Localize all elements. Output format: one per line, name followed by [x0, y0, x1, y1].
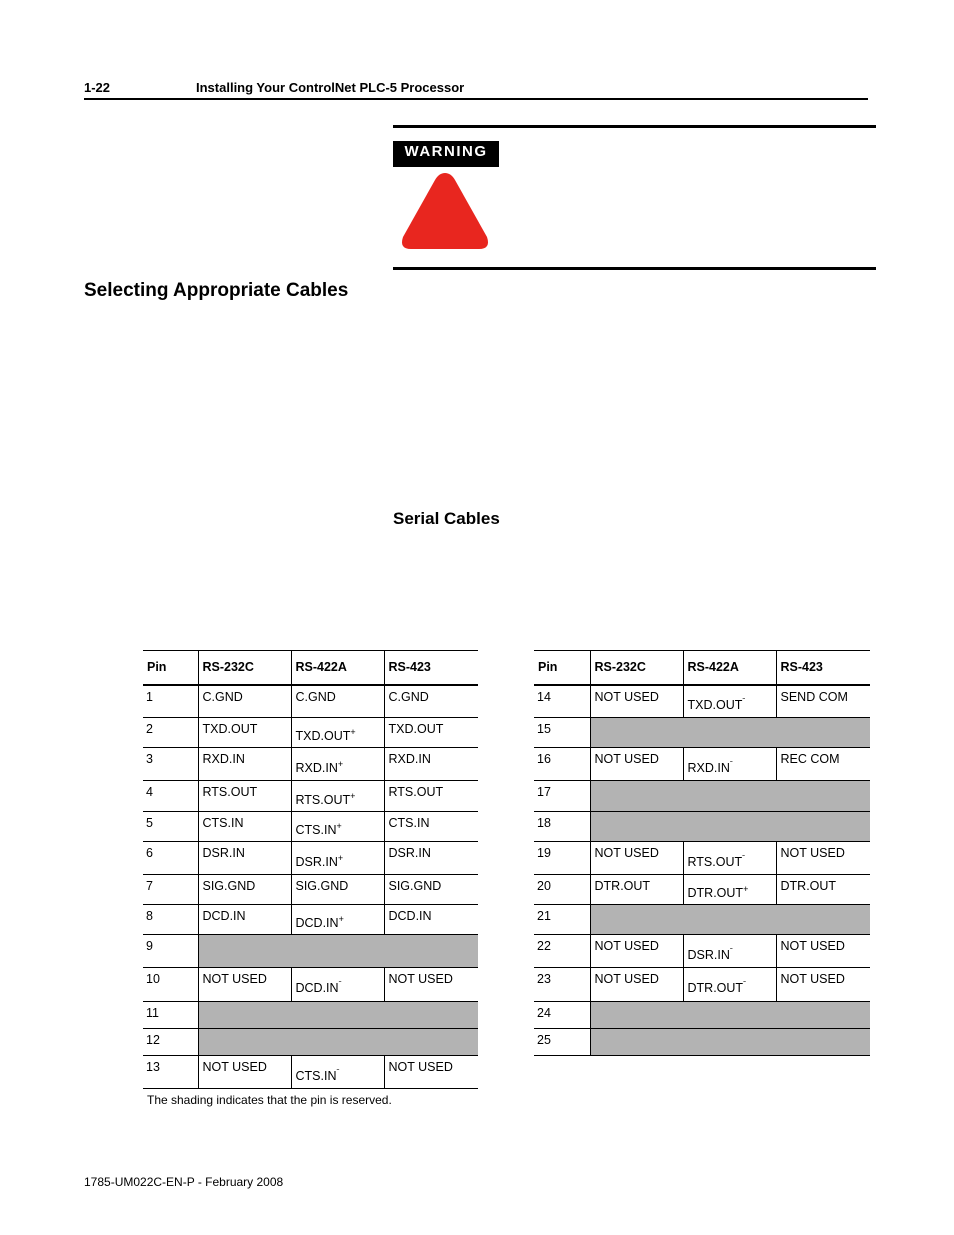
signal-cell: TXD.OUT — [198, 718, 291, 748]
pin-number: 17 — [534, 781, 590, 812]
table-header-row — [143, 651, 478, 685]
signal-name: TXD.OUT — [295, 729, 351, 744]
signal-cell: DCD.IN — [384, 905, 478, 935]
pin-number: 13 — [143, 1056, 198, 1089]
polarity-mark: ˉ — [742, 696, 746, 707]
pin-number: 15 — [534, 718, 590, 748]
table-row — [534, 812, 870, 842]
pin-number: 7 — [143, 875, 198, 905]
signal-name: RTS.OUT — [687, 855, 743, 870]
signal-cell: NOT USED — [198, 968, 291, 1002]
table-row — [143, 812, 478, 842]
table-row — [143, 875, 478, 905]
column-header: RS-423 — [384, 651, 478, 685]
signal-cell: NOT USED — [590, 748, 683, 781]
signal-cell: NOT USED — [198, 1056, 291, 1089]
signal-cell: REC COM — [776, 748, 870, 781]
table-row — [143, 1029, 478, 1056]
table-row — [534, 748, 870, 781]
column-header: RS-422A — [683, 651, 776, 685]
signal-cell — [291, 781, 384, 812]
polarity-mark: ˉ — [743, 979, 747, 990]
signal-cell — [291, 812, 384, 842]
pin-table-right — [534, 650, 870, 1056]
signal-cell: DTR.OUT — [776, 875, 870, 905]
table-row — [534, 842, 870, 875]
polarity-mark: ˉ — [742, 852, 746, 863]
warning-top-rule — [393, 125, 876, 128]
pin-number: 12 — [143, 1029, 198, 1056]
pin-number: 10 — [143, 968, 198, 1002]
table-row — [534, 875, 870, 905]
reserved-cell — [590, 812, 870, 842]
warning-label: WARNING — [393, 141, 499, 167]
signal-cell: SEND COM — [776, 685, 870, 718]
signal-cell: C.GND — [198, 685, 291, 718]
table-row — [143, 935, 478, 968]
signal-cell: DCD.IN — [198, 905, 291, 935]
signal-cell: C.GND — [291, 685, 384, 718]
signal-cell: RTS.OUT — [384, 781, 478, 812]
signal-cell — [291, 968, 384, 1002]
table-row — [143, 842, 478, 875]
subsection-title: Serial Cables — [393, 509, 500, 528]
pin-number: 24 — [534, 1002, 590, 1029]
reserved-cell — [198, 1002, 478, 1029]
table-note: The shading indicates that the pin is reserved. — [147, 1093, 392, 1107]
header-rule — [84, 98, 868, 100]
signal-cell: RTS.OUT — [198, 781, 291, 812]
signal-cell: CTS.IN — [198, 812, 291, 842]
column-header: RS-232C — [198, 651, 291, 685]
table-row — [534, 1002, 870, 1029]
signal-cell — [683, 968, 776, 1002]
signal-name: RXD.IN — [687, 761, 730, 776]
signal-name: RTS.OUT — [295, 793, 351, 808]
signal-name: DSR.IN — [687, 948, 730, 963]
table-row — [534, 685, 870, 718]
signal-name: DTR.OUT — [687, 886, 744, 901]
table-row — [143, 1056, 478, 1089]
signal-cell: TXD.OUT — [384, 718, 478, 748]
page-number: 1-22 — [84, 80, 111, 95]
polarity-mark: + — [336, 821, 342, 832]
signal-cell — [291, 1056, 384, 1089]
polarity-mark: + — [350, 790, 356, 801]
running-header-title: Installing Your ControlNet PLC-5 Processor — [196, 80, 465, 95]
polarity-mark: ˉ — [729, 758, 733, 769]
polarity-mark: ˉ — [338, 979, 342, 990]
table-row — [534, 905, 870, 935]
column-header: RS-422A — [291, 651, 384, 685]
signal-cell: NOT USED — [776, 968, 870, 1002]
pin-number: 18 — [534, 812, 590, 842]
signal-cell: DSR.IN — [198, 842, 291, 875]
polarity-mark: ˉ — [729, 945, 733, 956]
column-header: RS-232C — [590, 651, 683, 685]
column-header: Pin — [534, 651, 590, 685]
table-row — [143, 1002, 478, 1029]
signal-name: RXD.IN — [295, 761, 338, 776]
signal-cell — [683, 685, 776, 718]
signal-cell: CTS.IN — [384, 812, 478, 842]
signal-cell — [683, 842, 776, 875]
pin-table-left — [143, 650, 478, 1089]
signal-cell: NOT USED — [776, 842, 870, 875]
warning-triangle-icon — [399, 169, 491, 253]
reserved-cell — [590, 718, 870, 748]
pin-number: 9 — [143, 935, 198, 968]
signal-cell: SIG.GND — [384, 875, 478, 905]
signal-name: CTS.IN — [295, 1069, 337, 1084]
table-row — [143, 718, 478, 748]
table-header-row — [534, 651, 870, 685]
table-row — [534, 781, 870, 812]
pin-number: 14 — [534, 685, 590, 718]
pin-number: 22 — [534, 935, 590, 968]
pin-number: 2 — [143, 718, 198, 748]
column-header: RS-423 — [776, 651, 870, 685]
signal-cell: NOT USED — [384, 968, 478, 1002]
polarity-mark: + — [337, 758, 344, 769]
pin-number: 16 — [534, 748, 590, 781]
pin-number: 4 — [143, 781, 198, 812]
polarity-mark: + — [350, 727, 356, 738]
signal-name: CTS.IN — [295, 823, 337, 838]
reserved-cell — [590, 905, 870, 935]
table-row — [534, 968, 870, 1002]
table-row — [143, 905, 478, 935]
signal-cell: SIG.GND — [291, 875, 384, 905]
signal-cell — [291, 905, 384, 935]
pin-number: 8 — [143, 905, 198, 935]
signal-cell — [291, 748, 384, 781]
signal-cell: RXD.IN — [198, 748, 291, 781]
signal-cell: DSR.IN — [384, 842, 478, 875]
signal-name: DCD.IN — [295, 916, 339, 931]
signal-name: DTR.OUT — [687, 981, 744, 996]
reserved-cell — [198, 1029, 478, 1056]
pin-number: 11 — [143, 1002, 198, 1029]
reserved-cell — [198, 935, 478, 968]
polarity-mark: ˉ — [336, 1066, 340, 1077]
signal-name: DSR.IN — [295, 855, 338, 870]
polarity-mark: + — [337, 852, 344, 863]
signal-cell: NOT USED — [384, 1056, 478, 1089]
signal-cell — [683, 935, 776, 968]
pin-number: 3 — [143, 748, 198, 781]
table-row — [143, 748, 478, 781]
signal-name: DCD.IN — [295, 981, 339, 996]
signal-cell: NOT USED — [590, 842, 683, 875]
signal-cell — [291, 842, 384, 875]
signal-cell — [683, 875, 776, 905]
table-row — [143, 685, 478, 718]
table-row — [143, 781, 478, 812]
table-row — [143, 968, 478, 1002]
table-row — [534, 1029, 870, 1056]
signal-cell: DTR.OUT — [590, 875, 683, 905]
signal-cell: RXD.IN — [384, 748, 478, 781]
table-row — [534, 935, 870, 968]
signal-cell: C.GND — [384, 685, 478, 718]
polarity-mark: + — [338, 914, 344, 925]
warning-bottom-rule — [393, 267, 876, 270]
pin-number: 19 — [534, 842, 590, 875]
signal-cell — [291, 718, 384, 748]
signal-cell — [683, 748, 776, 781]
pin-number: 23 — [534, 968, 590, 1002]
pin-number: 5 — [143, 812, 198, 842]
reserved-cell — [590, 1002, 870, 1029]
signal-cell: NOT USED — [776, 935, 870, 968]
signal-cell: NOT USED — [590, 685, 683, 718]
column-header: Pin — [143, 651, 198, 685]
signal-cell: SIG.GND — [198, 875, 291, 905]
section-title: Selecting Appropriate Cables — [84, 280, 349, 301]
signal-cell: NOT USED — [590, 935, 683, 968]
table-row — [534, 718, 870, 748]
pin-number: 1 — [143, 685, 198, 718]
signal-name: TXD.OUT — [687, 698, 743, 713]
footer-doc-id: 1785-UM022C-EN-P - February 2008 — [84, 1175, 284, 1189]
pin-number: 6 — [143, 842, 198, 875]
reserved-cell — [590, 781, 870, 812]
reserved-cell — [590, 1029, 870, 1056]
pin-number: 21 — [534, 905, 590, 935]
polarity-mark: + — [743, 884, 749, 895]
signal-cell: NOT USED — [590, 968, 683, 1002]
pin-number: 25 — [534, 1029, 590, 1056]
pin-number: 20 — [534, 875, 590, 905]
